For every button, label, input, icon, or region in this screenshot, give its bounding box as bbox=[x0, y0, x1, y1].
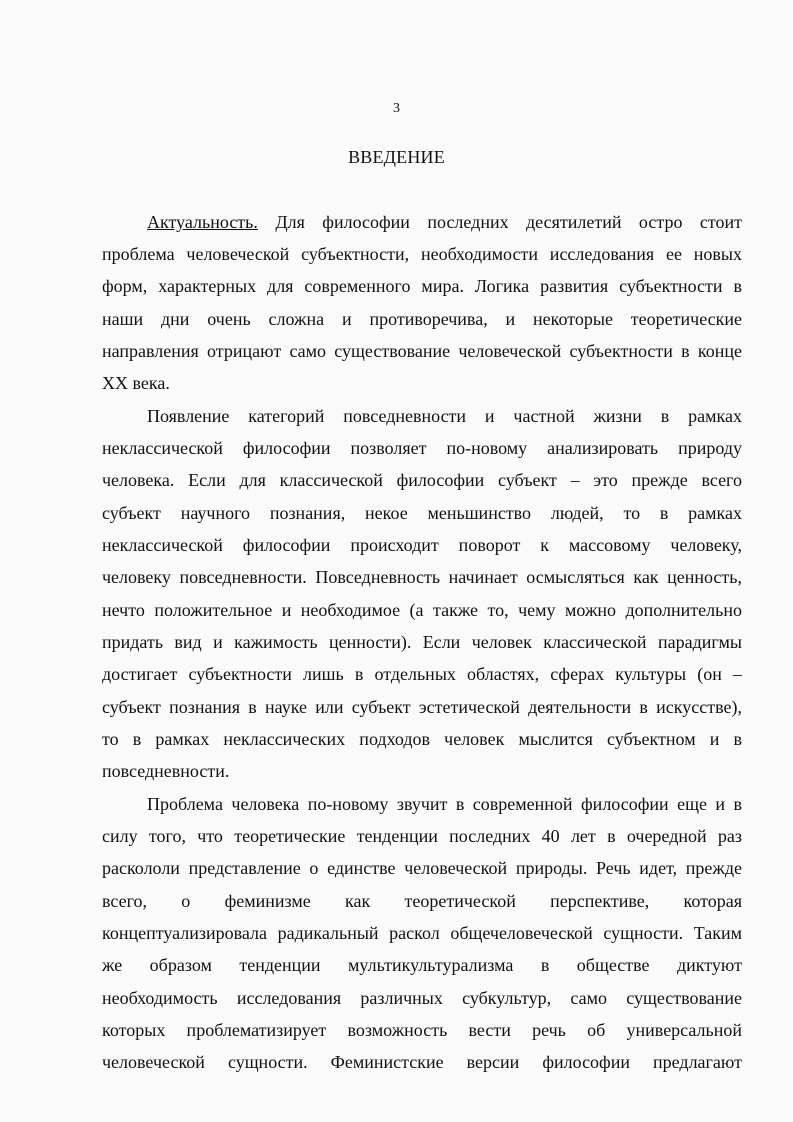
paragraph-2-line-2: неклассической философии позволяет по-новому анализировать природу bbox=[102, 438, 742, 458]
paragraph-3-line-1: Проблема человека по-новому звучит в современной философии еще и в bbox=[147, 794, 742, 814]
paragraph-2-line-8: придать вид и кажимость ценности). Если человек классической парадигмы bbox=[102, 632, 742, 652]
paragraph-3-line-9: человеческой сущности. Феминистские версии философии предлагают bbox=[102, 1052, 742, 1072]
paragraph-2-line-3: человека. Если для классической философии субъект – это прежде всего bbox=[102, 470, 742, 490]
paragraph-2-line-12: повседневности. bbox=[102, 761, 230, 781]
paragraph-2-line-11: то в рамках неклассических подходов человек мыслится субъектном и в bbox=[102, 729, 742, 749]
paragraph-2-line-1: Появление категорий повседневности и частной жизни в рамках bbox=[147, 406, 742, 426]
paragraph-2-line-10: субъект познания в науке или субъект эстетической деятельности в искусстве), bbox=[102, 697, 742, 717]
paragraph-3-line-8: которых проблематизирует возможность вести речь об универсальной bbox=[102, 1020, 742, 1040]
paragraph-2-line-7: нечто положительное и необходимое (а также то, чему можно дополнительно bbox=[102, 600, 742, 620]
paragraph-1-line-4: наши дни очень сложна и противоречива, и некоторые теоретические bbox=[102, 309, 742, 329]
paragraph-2-line-4: субъект научного познания, некое меньшинство людей, то в рамках bbox=[102, 503, 742, 523]
paragraph-1-line-6: XX века. bbox=[102, 373, 170, 393]
paragraph-3-line-4: всего, о феминизме как теоретической перспективе, которая bbox=[102, 891, 742, 911]
section-heading: ВВЕДЕНИЕ bbox=[348, 147, 445, 167]
paragraph-3-line-3: раскололи представление о единстве человеческой природы. Речь идет, прежде bbox=[102, 858, 742, 878]
page-number: 3 bbox=[393, 101, 400, 116]
paragraph-3-line-2: силу того, что теоретические тенденции последних 40 лет в очередной раз bbox=[102, 826, 742, 846]
paragraph-3-line-5: концептуализировала радикальный раскол общечеловеческой сущности. Таким bbox=[102, 923, 742, 943]
paragraph-1-line-1 bbox=[147, 211, 742, 233]
paragraph-1-line-1-text: Для философии последних десятилетий остро стоит bbox=[257, 212, 742, 232]
paragraph-3-line-7: необходимость исследования различных субкультур, само существование bbox=[102, 988, 742, 1008]
paragraph-1-line-5: направления отрицают само существование человеческой субъектности в конце bbox=[102, 341, 742, 361]
paragraph-2-line-5: неклассической философии происходит поворот к массовому человеку, bbox=[102, 535, 742, 555]
paragraph-2-line-6: человеку повседневности. Повседневность начинает осмысляться как ценность, bbox=[102, 567, 742, 587]
paragraph-1-line-2: проблема человеческой субъектности, необходимости исследования ее новых bbox=[102, 244, 742, 264]
relevance-label: Актуальность. bbox=[147, 212, 258, 232]
paragraph-3-line-6: же образом тенденции мультикультурализма в обществе диктуют bbox=[102, 955, 742, 975]
paragraph-1-line-3: форм, характерных для современного мира. Логика развития субъектности в bbox=[102, 276, 742, 296]
paragraph-2-line-9: достигает субъектности лишь в отдельных областях, сферах культуры (он – bbox=[102, 664, 742, 684]
